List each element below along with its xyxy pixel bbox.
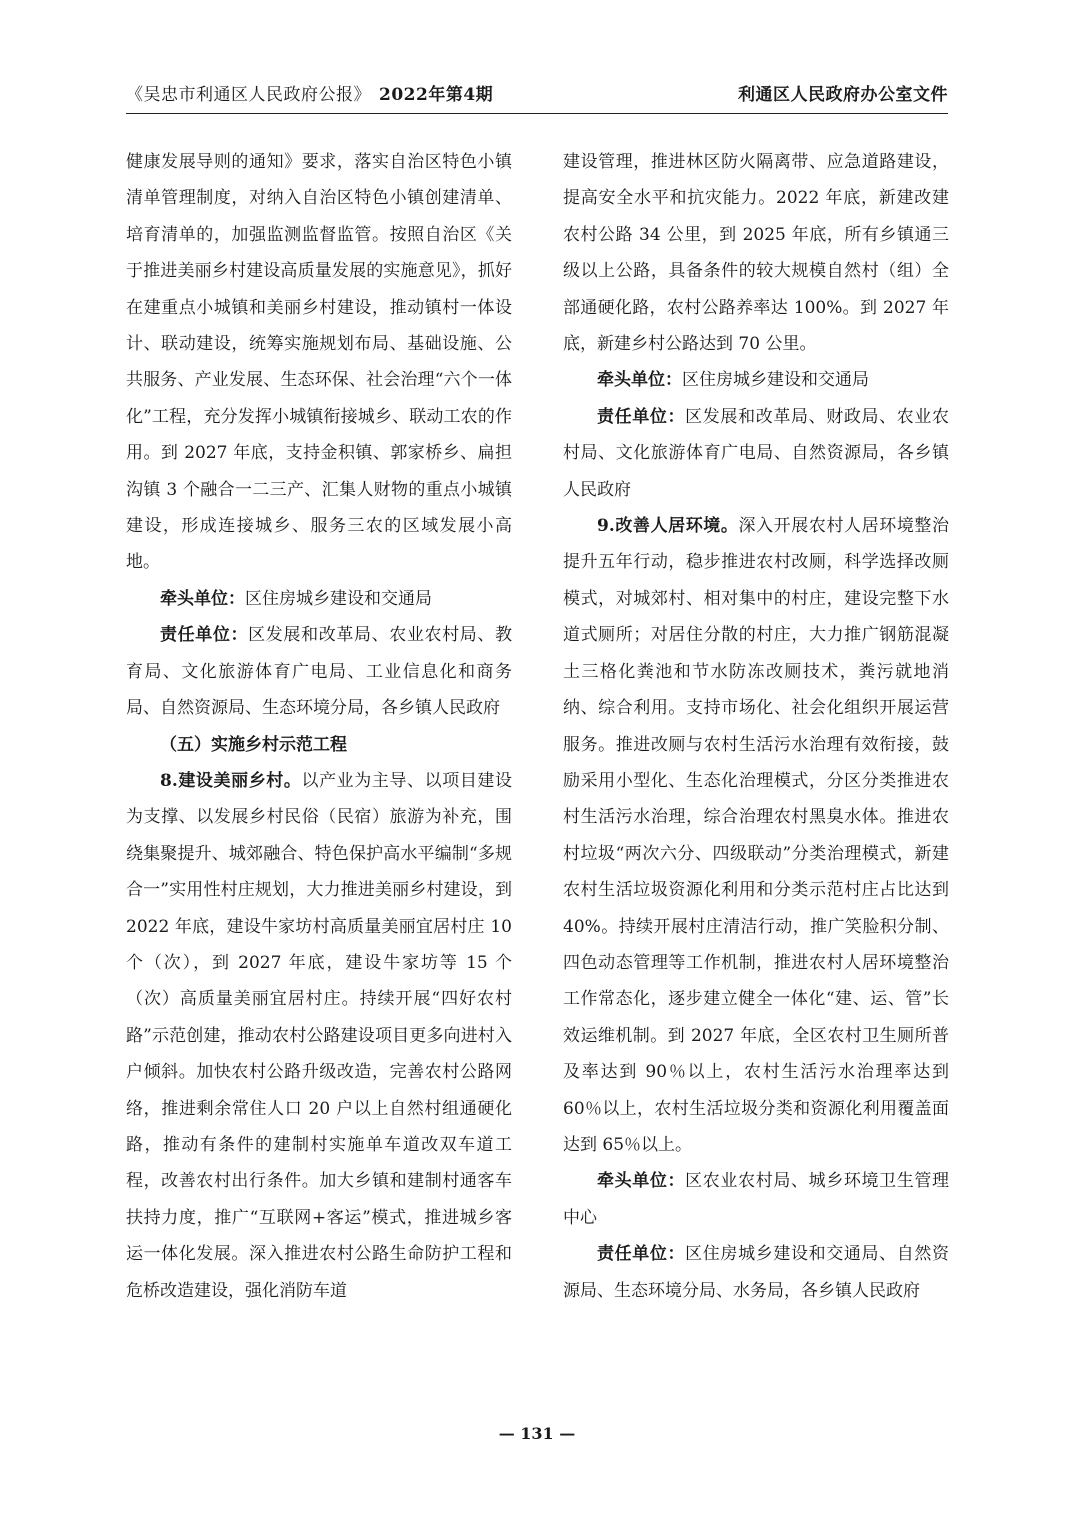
responsible-unit-value: 区发展和改革局、财政局、农业农村局、文化旅游体育广电局、自然资源局，各乡镇人民政府: [563, 406, 950, 500]
responsible-unit-line: [563, 399, 949, 508]
item-body: 深入开展农村人居环境整治提升五年行动，稳步推进农村改厕，科学选择改厕模式，对城郊村、相对集中的村庄，建设完整下水道式厕所；对居住分散的村庄，大力推广钢筋混凝土三格化粪池和节水防冻改厕技术，粪污就地消纳、综合利用。支持市场化、社会化组织开展运营服务。推进改厕与农村生活污水治理有效衔接，鼓励采用小型化、生态化治理模式，分区分类推进农村生活污水治理，综合治理农村黑臭水体。推进农村垃圾“两次六分、四级联动”分类治理模式，新建农村生活垃圾资源化利用和分类示范村庄占比达到 40%。持续开展村庄清洁行动，推广笑脸积分制、四色动态管理等工作机制，推进农村人居环境整治工作常态化，逐步建立健全一体化“建、运、管”长效运维机制。到 2027 年底，全区农村卫生厕所普及率达到 90％以上，农村生活污水治理率达到 60％以上，农村生活垃圾分类和资源化利用覆盖面达到 65％以上。: [563, 516, 949, 1155]
paragraph: 健康发展导则的通知》要求，落实自治区特色小镇清单管理制度，对纳入自治区特色小镇创建清单、培育清单的，加强监测监督监管。按照自治区《关于推进美丽乡村建设高质量发展的实施意见》，抓好在建重点小城镇和美丽乡村建设，推动镇村一体设计、联动建设，统筹实施规划布局、基础设施、公共服务、产业发展、生态环保、社会治理“六个一体化”工程，充分发挥小城镇衔接城乡、联动工农的作用。到 2027 年底，支持金积镇、郭家桥乡、扁担沟镇 3 个融合一二三产、汇集人财物的重点小城镇建设，形成连接城乡、服务三农的区域发展小高地。: [126, 152, 512, 573]
responsible-unit-label: 责任单位：: [597, 1244, 686, 1265]
page-header: [126, 80, 948, 110]
lead-unit-line: [563, 1163, 949, 1236]
responsible-unit-line: [126, 617, 512, 726]
lead-unit-label: 牵头单位：: [597, 1171, 686, 1192]
section-title: （五）实施乡村示范工程: [160, 734, 347, 755]
item-body: 以产业为主导、以项目建设为支撑、以发展乡村民俗（民宿）旅游为补充，围绕集聚提升、城郊融合、特色保护高水平编制“多规合一”实用性村庄规划，大力推进美丽乡村建设，到 2022 年底，建设牛家坊村高质量美丽宜居村庄 10 个（次），到 2027 年底，建设牛家坊等 15 个（次）高质量美丽宜居村庄。持续开展“四好农村路”示范创建，推动农村公路建设项目更多向进村入户倾斜。加快农村公路升级改造，完善农村公路网络，推进剩余常住人口 20 户以上自然村组通硬化路，推动有条件的建制村实施单车道改双车道工程，改善农村出行条件。加大乡镇和建制村通客车扶持力度，推广“互联网+客运”模式，推进城乡客运一体化发展。深入推进农村公路生命防护工程和危桥改造建设，强化消防车道: [126, 770, 512, 1301]
header-divider: [126, 113, 948, 114]
responsible-unit-line: [563, 1236, 949, 1309]
header-publication: 《吴忠市利通区人民政府公报》: [126, 85, 371, 105]
right-column: [563, 144, 949, 1309]
responsible-unit-label: 责任单位：: [597, 406, 686, 427]
lead-unit-label: 牵头单位：: [597, 370, 682, 391]
paragraph: 建设管理，推进林区防火隔离带、应急道路建设，提高安全水平和抗灾能力。2022 年底，新建改建农村公路 34 公里，到 2025 年底，所有乡镇通三级以上公路，具备条件的较大规模自然村（组）全部通硬化路，农村公路养率达 100%。到 2027 年底，新建乡村公路达到 70 公里。: [563, 152, 949, 355]
header-issue: 2022年第4期: [379, 85, 494, 105]
lead-unit-line: [126, 581, 512, 617]
responsible-unit-value: 区住房城乡建设和交通局、自然资源局、生态环境分局、水务局，各乡镇人民政府: [563, 1244, 950, 1301]
item-paragraph: [126, 763, 512, 1309]
lead-unit-label: 牵头单位：: [160, 588, 245, 609]
lead-unit-value: 区农业农村局、城乡环境卫生管理中心: [563, 1171, 950, 1228]
lead-unit-value: 区住房城乡建设和交通局: [245, 588, 432, 609]
responsible-unit-value: 区发展和改革局、农业农村局、教育局、文化旅游体育广电局、工业信息化和商务局、自然资源局、生态环境分局，各乡镇人民政府: [126, 625, 513, 719]
left-column: [126, 144, 512, 1309]
responsible-unit-label: 责任单位：: [160, 625, 249, 646]
lead-unit-value: 区住房城乡建设和交通局: [682, 370, 869, 391]
lead-unit-line: [563, 362, 949, 398]
header-publication-line: [126, 80, 493, 105]
item-title: 8.建设美丽乡村。: [160, 770, 302, 791]
item-paragraph: [563, 508, 949, 1163]
header-category: 利通区人民政府办公室文件: [738, 85, 948, 105]
page-number: — 131 —: [498, 1424, 576, 1443]
item-title: 9.改善人居环境。: [597, 516, 739, 537]
